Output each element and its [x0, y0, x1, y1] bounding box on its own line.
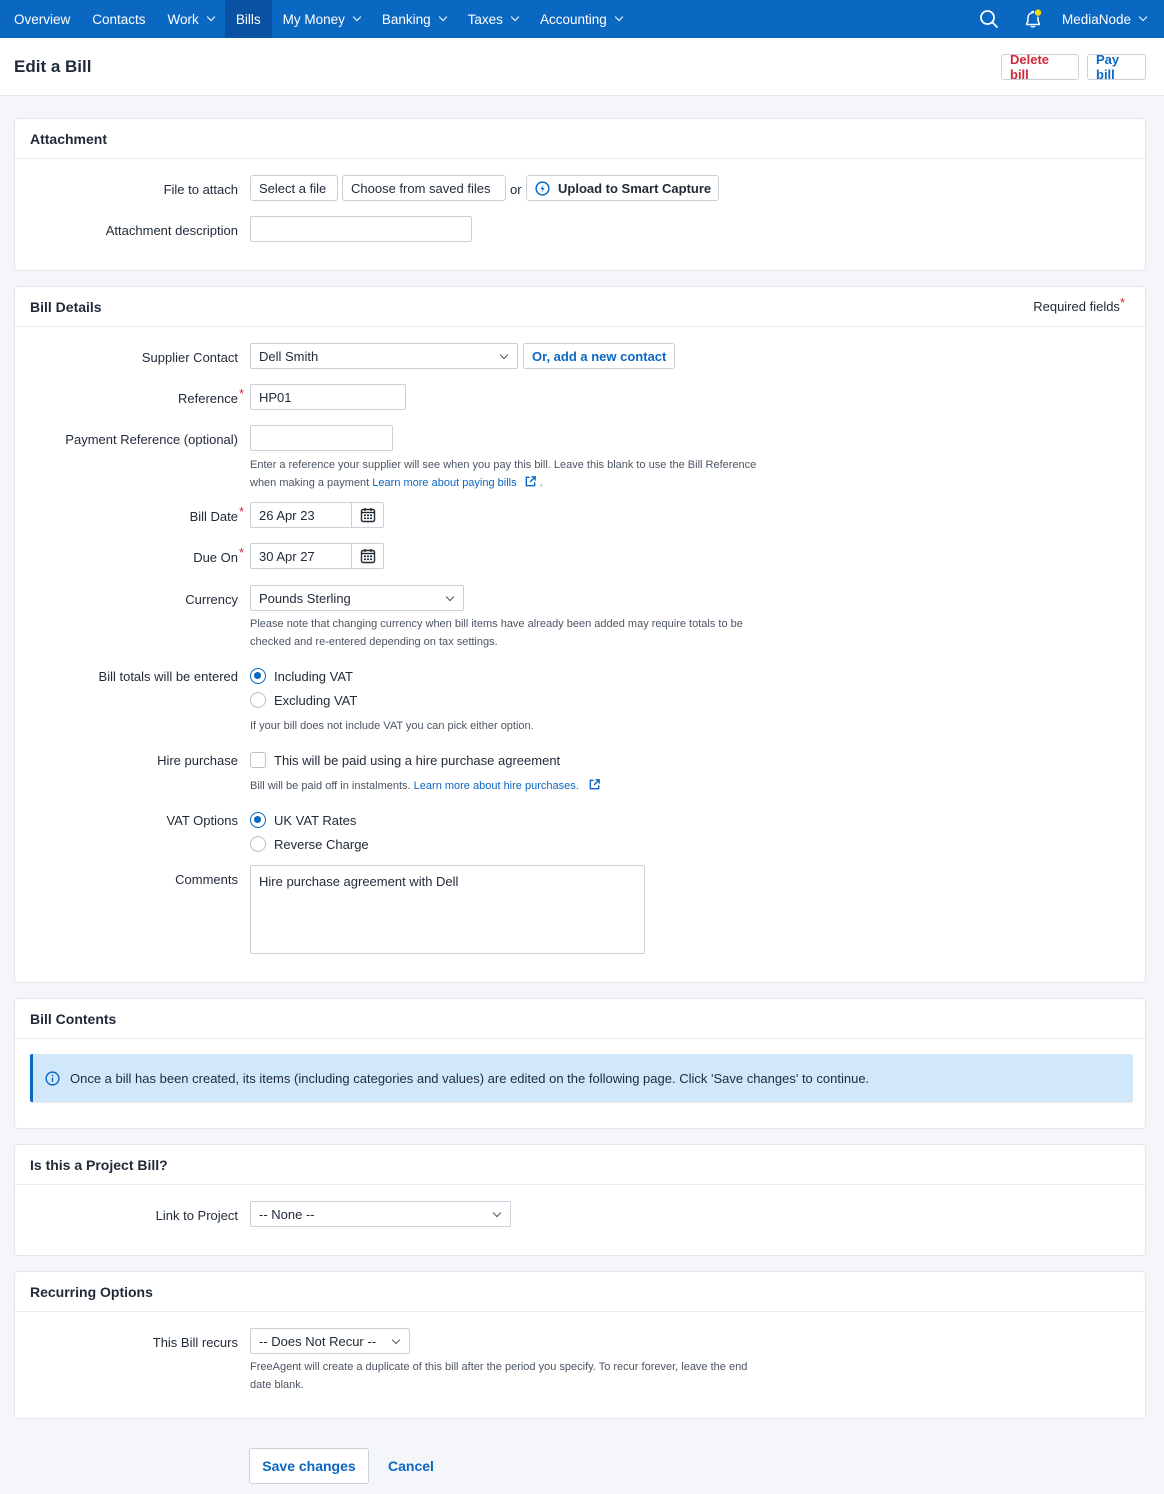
chevron-down-icon — [353, 13, 361, 21]
supplier-contact-value: Dell Smith — [259, 348, 319, 364]
page-header — [0, 38, 1164, 96]
card-title: Bill Contents — [30, 1011, 117, 1027]
bill-date-label-text: Bill Date — [189, 509, 238, 524]
or-text: or — [510, 182, 522, 197]
including-vat-label[interactable]: Including VAT — [274, 669, 354, 684]
nav-label: My Money — [282, 11, 345, 27]
learn-more-paying-bills-link[interactable]: Learn more about paying bills — [372, 477, 517, 489]
nav-label: Contacts — [92, 11, 146, 27]
nav-right — [978, 0, 1164, 38]
save-changes-button[interactable]: Save changes — [249, 1448, 369, 1484]
card-header — [15, 119, 1145, 159]
nav-label: Taxes — [467, 11, 503, 27]
cancel-link[interactable]: Cancel — [388, 1458, 434, 1474]
bill-recurs-select[interactable] — [250, 1328, 410, 1354]
required-star-icon: * — [238, 545, 244, 560]
external-link-icon — [588, 778, 601, 791]
due-on-label — [193, 545, 244, 565]
notification-bell-icon[interactable] — [1022, 8, 1044, 30]
help-text-line: date blank. — [250, 1379, 304, 1391]
uk-vat-rates-label[interactable]: UK VAT Rates — [274, 813, 357, 828]
chevron-down-icon — [493, 1209, 501, 1217]
help-text-line: FreeAgent will create a duplicate of this bill after the period you specify. To recur forever, leave the end — [250, 1361, 748, 1373]
attachment-description-label: Attachment description — [105, 223, 238, 238]
card-header — [15, 999, 1145, 1039]
chevron-down-icon — [446, 593, 454, 601]
calendar-icon — [360, 507, 376, 523]
hire-purchase-checkbox[interactable] — [250, 752, 266, 768]
calendar-icon — [360, 548, 376, 564]
card-title: Recurring Options — [30, 1284, 153, 1300]
chevron-down-icon — [438, 13, 446, 21]
help-text: . — [539, 477, 543, 489]
learn-more-hire-purchases-link[interactable]: Learn more about hire purchases. — [413, 780, 579, 792]
card-header — [15, 1272, 1145, 1312]
help-text-line — [250, 474, 756, 492]
reverse-charge-label[interactable]: Reverse Charge — [274, 837, 369, 852]
required-star-icon: * — [1119, 295, 1125, 310]
due-on-calendar-button[interactable] — [352, 543, 384, 569]
currency-label: Currency — [185, 592, 238, 607]
reference-label — [178, 386, 244, 406]
chevron-down-icon — [207, 13, 215, 21]
required-fields-note — [1033, 295, 1125, 314]
hire-purchase-option-label[interactable]: This will be paid using a hire purchase agreement — [274, 753, 561, 768]
nav-item-my-money[interactable] — [272, 0, 371, 38]
delete-bill-button[interactable]: Delete bill — [1001, 54, 1079, 80]
currency-select[interactable] — [250, 585, 464, 611]
bill-totals-label: Bill totals will be entered — [98, 669, 238, 684]
chevron-down-icon — [392, 1336, 400, 1344]
upload-smart-capture-button[interactable] — [526, 175, 719, 201]
bill-recurs-label: This Bill recurs — [152, 1335, 238, 1350]
smart-capture-icon — [535, 181, 550, 196]
nav-item-work[interactable] — [157, 0, 225, 38]
currency-help — [250, 615, 743, 651]
nav-label: Work — [167, 11, 199, 27]
add-new-contact-button[interactable]: Or, add a new contact — [523, 343, 675, 369]
choose-saved-files-button[interactable]: Choose from saved files — [342, 175, 506, 201]
including-vat-radio[interactable] — [250, 668, 266, 684]
recurring-help — [250, 1358, 747, 1394]
excluding-vat-radio[interactable] — [250, 692, 266, 708]
attachment-card — [14, 118, 1146, 271]
info-icon — [45, 1071, 60, 1086]
top-navigation — [0, 0, 1164, 38]
file-to-attach-label: File to attach — [163, 182, 238, 197]
attachment-description-input[interactable] — [250, 216, 472, 242]
card-header — [15, 287, 1145, 327]
nav-item-banking[interactable] — [371, 0, 457, 38]
help-text: Bill will be paid off in instalments. — [250, 780, 411, 792]
chevron-down-icon — [614, 13, 622, 21]
comments-textarea[interactable]: Hire purchase agreement with Dell — [250, 865, 645, 954]
uk-vat-rates-radio[interactable] — [250, 812, 266, 828]
nav-label: Bills — [235, 11, 261, 27]
help-text-line: Enter a reference your supplier will see when you pay this bill. Leave this blank to use the Bill Reference — [250, 459, 757, 471]
chevron-down-icon — [1139, 13, 1147, 21]
card-title: Attachment — [30, 131, 108, 147]
vat-options-label: VAT Options — [166, 813, 238, 828]
bill-contents-card — [14, 998, 1146, 1129]
help-text-line: checked and re-entered depending on tax settings. — [250, 636, 498, 648]
nav-item-accounting[interactable] — [529, 0, 633, 38]
external-link-icon — [524, 475, 537, 488]
bill-date-input[interactable]: 26 Apr 23 — [250, 502, 352, 528]
help-text-line: Please note that changing currency when bill items have already been added may require totals to be — [250, 618, 743, 630]
search-icon[interactable] — [978, 8, 1000, 30]
supplier-contact-label: Supplier Contact — [141, 350, 238, 365]
card-header — [15, 1145, 1145, 1185]
reverse-charge-radio[interactable] — [250, 836, 266, 852]
due-on-label-text: Due On — [193, 550, 238, 565]
due-on-input[interactable]: 30 Apr 27 — [250, 543, 352, 569]
payment-reference-label: Payment Reference (optional) — [65, 432, 238, 447]
nav-item-overview[interactable] — [0, 0, 81, 38]
hire-purchase-help — [250, 777, 601, 795]
link-to-project-label: Link to Project — [155, 1208, 238, 1223]
payment-reference-input[interactable] — [250, 425, 393, 451]
nav-item-taxes[interactable] — [457, 0, 529, 38]
card-title: Bill Details — [30, 299, 102, 315]
excluding-vat-label[interactable]: Excluding VAT — [274, 693, 358, 708]
required-fields-text: Required fields — [1033, 299, 1120, 314]
info-message: Once a bill has been created, its items (including categories and values) are edited on the following page. Click 'Save changes' to continue. — [70, 1070, 870, 1086]
bill-recurs-value: -- Does Not Recur -- — [259, 1333, 377, 1349]
link-to-project-select[interactable] — [250, 1201, 511, 1227]
upload-smart-capture-label: Upload to Smart Capture — [558, 180, 712, 196]
nav-label: Banking — [381, 11, 431, 27]
currency-value: Pounds Sterling — [259, 590, 351, 606]
supplier-contact-select[interactable] — [250, 343, 518, 369]
bill-date-label — [189, 504, 244, 524]
page-title: Edit a Bill — [14, 57, 92, 76]
help-text: when making a payment — [250, 477, 370, 489]
nav-label: Accounting — [539, 11, 607, 27]
bill-totals-help: If your bill does not include VAT you can pick either option. — [250, 720, 534, 732]
required-star-icon: * — [238, 386, 244, 401]
bill-date-calendar-button[interactable] — [352, 502, 384, 528]
reference-label-text: Reference — [178, 391, 238, 406]
comments-label: Comments — [175, 872, 238, 887]
bill-contents-info-box — [30, 1054, 1133, 1102]
nav-label: Overview — [14, 11, 71, 27]
chevron-down-icon — [500, 351, 508, 359]
nav-item-bills[interactable] — [225, 0, 272, 38]
user-name: MediaNode — [1061, 11, 1131, 27]
card-title: Is this a Project Bill? — [30, 1157, 168, 1173]
payment-reference-help — [250, 456, 756, 492]
recurring-options-card — [14, 1271, 1146, 1419]
select-file-button[interactable]: Select a file — [250, 175, 338, 201]
project-bill-card — [14, 1144, 1146, 1256]
hire-purchase-label: Hire purchase — [157, 753, 238, 768]
chevron-down-icon — [511, 13, 519, 21]
link-to-project-value: -- None -- — [259, 1206, 315, 1222]
nav-item-contacts[interactable] — [81, 0, 156, 38]
user-menu[interactable] — [1062, 12, 1146, 27]
reference-input[interactable]: HP01 — [250, 384, 406, 410]
required-star-icon: * — [238, 504, 244, 519]
bill-details-card — [14, 286, 1146, 983]
pay-bill-button[interactable]: Pay bill — [1087, 54, 1146, 80]
